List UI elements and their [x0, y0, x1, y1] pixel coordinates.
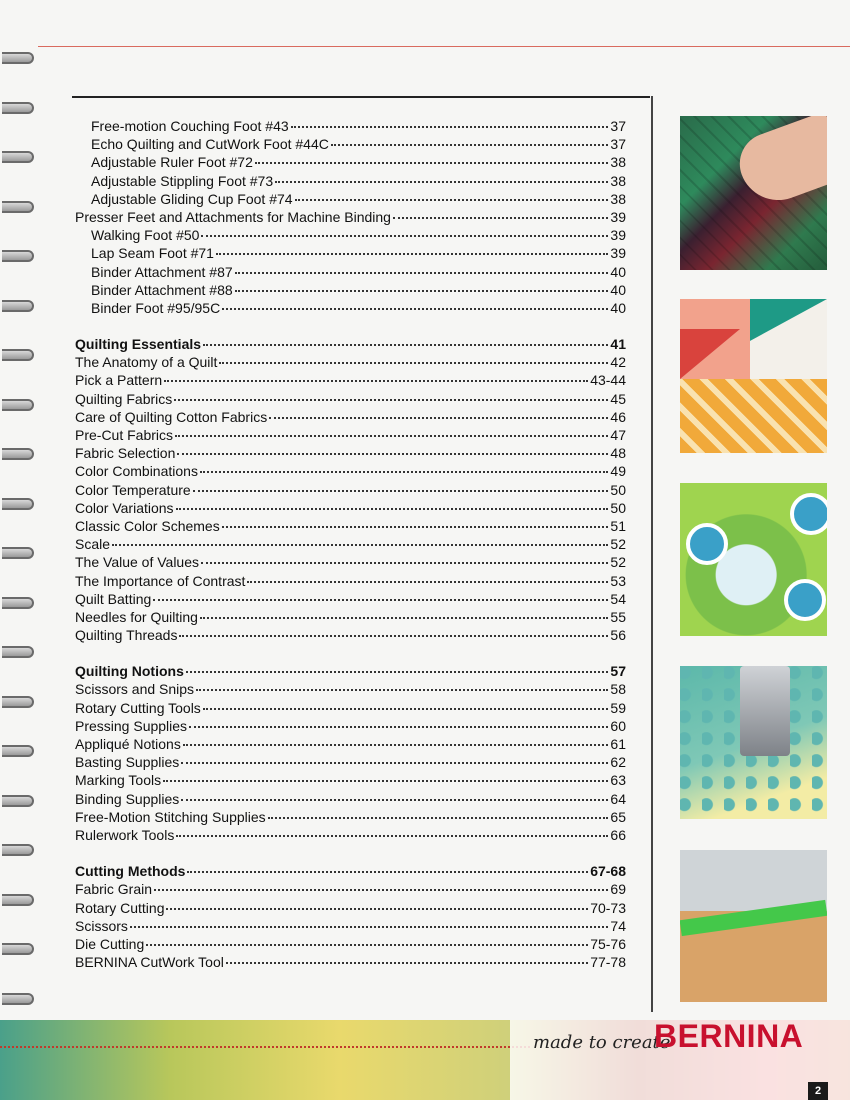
toc-entry[interactable]	[75, 735, 626, 753]
toc-page-number: 65	[610, 808, 626, 825]
toc-page-number: 58	[610, 681, 626, 698]
toc-entry[interactable]	[75, 462, 626, 480]
toc-page-number: 66	[610, 826, 626, 843]
toc-entry[interactable]	[75, 699, 626, 717]
toc-page-number: 70-73	[590, 899, 626, 916]
dot-leader	[175, 434, 608, 437]
toc-entry[interactable]	[75, 608, 626, 626]
toc-entry-label: Marking Tools	[75, 772, 162, 789]
toc-page-number: 52	[610, 554, 626, 571]
dot-leader	[154, 888, 608, 891]
dot-leader	[164, 379, 588, 382]
toc-top-rule	[72, 96, 650, 98]
toc-entry-label: Care of Quilting Cotton Fabrics	[75, 408, 268, 425]
dot-leader	[153, 598, 608, 601]
dot-leader	[196, 688, 608, 691]
footer-stitch-line	[0, 1046, 530, 1048]
toc-entry-label: Color Temperature	[75, 481, 191, 498]
toc-entry-label: Binder Attachment #88	[91, 281, 233, 298]
toc-section-heading[interactable]	[75, 662, 626, 680]
toc-page-number: 46	[610, 408, 626, 425]
dot-leader	[179, 634, 608, 637]
toc-entry-label: Quilting Essentials	[75, 336, 202, 353]
dot-leader	[176, 834, 608, 837]
toc-entry[interactable]	[75, 553, 626, 571]
dot-leader	[176, 507, 609, 510]
dot-leader	[291, 125, 609, 128]
spiral-coil	[2, 943, 34, 955]
dot-leader	[219, 361, 608, 364]
dot-leader	[295, 198, 609, 201]
toc-entry-label: Free-motion Couching Foot #43	[91, 118, 289, 134]
toc-entry-label: Binding Supplies	[75, 790, 180, 807]
dot-leader	[216, 252, 608, 255]
toc-entry[interactable]	[75, 244, 626, 262]
toc-page-number: 67-68	[590, 863, 626, 880]
spiral-coil	[2, 646, 34, 658]
toc-section-heading[interactable]	[75, 862, 626, 880]
toc-entry-label: Classic Color Schemes	[75, 517, 220, 534]
toc-entry-label: BERNINA CutWork Tool	[75, 954, 224, 971]
toc-entry[interactable]	[75, 680, 626, 698]
toc-entry[interactable]	[75, 953, 626, 971]
toc-entry[interactable]	[75, 353, 626, 371]
dot-leader	[200, 616, 608, 619]
footer-tagline: made to create	[533, 1032, 671, 1053]
spiral-coil	[2, 102, 34, 114]
spiral-coil	[2, 151, 34, 163]
toc-entry[interactable]	[75, 426, 626, 444]
dot-leader	[163, 779, 608, 782]
toc-entry-label: Binder Attachment #87	[91, 263, 233, 280]
fabric-swatches-photo	[680, 299, 827, 453]
toc-entry[interactable]	[75, 790, 626, 808]
toc-entry[interactable]	[75, 590, 626, 608]
spiral-coil	[2, 349, 34, 361]
toc-entry-label: Scissors	[75, 917, 128, 934]
toc-entry-label: Rotary Cutting	[75, 899, 165, 916]
toc-entry[interactable]	[75, 626, 626, 644]
toc-entry-label: The Importance of Contrast	[75, 572, 246, 589]
hand-image	[731, 116, 827, 211]
toc-entry-label: Presser Feet and Attachments for Machine Binding	[75, 208, 391, 225]
toc-entry-label: Color Variations	[75, 499, 174, 516]
dot-leader	[193, 489, 609, 492]
toc-entry[interactable]	[75, 481, 626, 499]
spiral-coil	[2, 448, 34, 460]
toc-entry-label: Die Cutting	[75, 935, 145, 952]
dot-leader	[187, 870, 588, 873]
spiral-coil	[2, 993, 34, 1005]
toc-entry-label: Color Combinations	[75, 463, 198, 480]
page-number: 2	[808, 1082, 828, 1100]
toc-entry[interactable]	[75, 717, 626, 735]
toc-entry-label: Fabric Grain	[75, 881, 153, 898]
dot-leader	[181, 798, 608, 801]
toc-page-number: 69	[610, 881, 626, 898]
dot-leader	[177, 452, 608, 455]
toc-page-number: 61	[610, 736, 626, 752]
dot-leader	[183, 743, 609, 746]
dot-leader	[189, 725, 608, 728]
toc-entry[interactable]	[75, 572, 626, 590]
toc-entry[interactable]	[75, 263, 626, 281]
dot-leader	[130, 925, 609, 928]
toc-entry[interactable]	[75, 826, 626, 844]
dot-leader	[174, 398, 608, 401]
table-of-contents	[75, 117, 626, 971]
dot-leader	[255, 161, 609, 164]
toc-entry[interactable]	[75, 172, 626, 190]
spiral-coil	[2, 844, 34, 856]
toc-entry[interactable]	[75, 208, 626, 226]
toc-page-number: 38	[610, 190, 626, 207]
toc-entry-label: The Value of Values	[75, 554, 200, 571]
toc-entry[interactable]	[75, 299, 626, 317]
circle-ruler-photo	[680, 483, 827, 636]
toc-entry[interactable]	[75, 226, 626, 244]
toc-page-number: 41	[610, 336, 626, 353]
binding-photo	[680, 850, 827, 1002]
dot-leader	[222, 525, 609, 528]
dot-leader	[331, 143, 609, 146]
spiral-coil	[2, 52, 34, 64]
toc-page-number: 75-76	[590, 935, 626, 952]
dot-leader	[247, 580, 608, 583]
toc-entry-label: Adjustable Stippling Foot #73	[91, 172, 274, 189]
spiral-coil	[2, 795, 34, 807]
toc-page-number: 50	[610, 481, 626, 498]
dot-leader	[275, 180, 608, 183]
toc-entry-label: Binder Foot #95/95C	[91, 299, 221, 316]
toc-entry-label: Pressing Supplies	[75, 717, 188, 734]
toc-page-number: 48	[610, 445, 626, 462]
toc-entry-label: Rotary Cutting Tools	[75, 699, 201, 716]
toc-entry-label: Lap Seam Foot #71	[91, 245, 214, 262]
walking-foot-photo	[680, 666, 827, 819]
spiral-coil	[2, 399, 34, 411]
toc-page-number: 42	[610, 354, 626, 371]
toc-page-number: 39	[610, 208, 626, 225]
toc-entry-label: Pre-Cut Fabrics	[75, 427, 174, 443]
toc-entry[interactable]	[75, 808, 626, 826]
spiral-coil	[2, 745, 34, 757]
dot-leader	[393, 216, 608, 219]
toc-entry[interactable]	[75, 917, 626, 935]
toc-entry-label: Needles for Quilting	[75, 608, 198, 625]
bernina-logo: BERNINA	[654, 1018, 804, 1054]
toc-entry[interactable]	[75, 880, 626, 898]
toc-entry-label: Adjustable Gliding Cup Foot #74	[91, 190, 293, 207]
toc-entry-label: Quilting Threads	[75, 627, 178, 644]
spiral-binding	[0, 40, 40, 1040]
toc-entry[interactable]	[75, 135, 626, 153]
header-red-line	[38, 46, 850, 47]
toc-page-number: 37	[610, 118, 626, 134]
toc-section-heading[interactable]	[75, 335, 626, 353]
dot-leader	[146, 943, 588, 946]
toc-page-number: 45	[610, 390, 626, 407]
spiral-coil	[2, 696, 34, 708]
dot-leader	[203, 343, 608, 346]
dot-leader	[181, 761, 608, 764]
dot-leader	[201, 561, 608, 564]
toc-page-number: 63	[610, 772, 626, 789]
dot-leader	[200, 470, 608, 473]
toc-page-number: 47	[610, 427, 626, 443]
toc-page-number: 39	[610, 245, 626, 262]
column-divider	[651, 96, 653, 1012]
toc-page-number: 38	[610, 172, 626, 189]
toc-page-number: 60	[610, 717, 626, 734]
spiral-coil	[2, 498, 34, 510]
dot-leader	[166, 907, 588, 910]
toc-page-number: 40	[610, 299, 626, 316]
toc-entry[interactable]	[75, 281, 626, 299]
dot-leader	[112, 543, 608, 546]
toc-entry-label: Scale	[75, 536, 111, 553]
dot-leader	[235, 289, 609, 292]
toc-entry-label: Walking Foot #50	[91, 227, 200, 244]
toc-page-number: 62	[610, 754, 626, 771]
quilting-ruler-photo	[680, 116, 827, 270]
toc-page-number: 37	[610, 136, 626, 153]
toc-entry[interactable]	[75, 408, 626, 426]
toc-entry[interactable]	[75, 935, 626, 953]
toc-entry-label: Rulerwork Tools	[75, 826, 175, 843]
toc-entry-label: Fabric Selection	[75, 445, 176, 462]
toc-entry[interactable]	[75, 771, 626, 789]
toc-page-number: 54	[610, 590, 626, 607]
spiral-coil	[2, 894, 34, 906]
toc-entry-label: Echo Quilting and CutWork Foot #44C	[91, 136, 329, 153]
toc-page-number: 50	[610, 499, 626, 516]
toc-page-number: 43-44	[590, 372, 626, 389]
toc-page-number: 59	[610, 699, 626, 716]
dot-leader	[235, 271, 609, 274]
dot-leader	[226, 961, 588, 964]
toc-entry[interactable]	[75, 371, 626, 389]
toc-page-number: 40	[610, 281, 626, 298]
toc-entry[interactable]	[75, 153, 626, 171]
dot-leader	[222, 307, 608, 310]
spiral-coil	[2, 547, 34, 559]
toc-page-number: 74	[610, 917, 626, 934]
toc-entry-label: The Anatomy of a Quilt	[75, 354, 218, 371]
toc-page-number: 77-78	[590, 954, 626, 971]
toc-page-number: 52	[610, 536, 626, 553]
toc-page-number: 39	[610, 227, 626, 244]
toc-page-number: 40	[610, 263, 626, 280]
toc-entry[interactable]	[75, 535, 626, 553]
toc-page-number: 53	[610, 572, 626, 589]
dot-leader	[186, 670, 609, 673]
spiral-coil	[2, 597, 34, 609]
spiral-coil	[2, 300, 34, 312]
spiral-coil	[2, 250, 34, 262]
toc-entry-label: Quilting Fabrics	[75, 390, 173, 407]
toc-entry[interactable]	[75, 444, 626, 462]
dot-leader	[269, 416, 608, 419]
toc-entry[interactable]	[75, 390, 626, 408]
toc-entry-label: Scissors and Snips	[75, 681, 195, 698]
toc-page-number: 56	[610, 627, 626, 644]
toc-entry[interactable]	[75, 499, 626, 517]
toc-page-number: 64	[610, 790, 626, 807]
toc-entry[interactable]	[75, 899, 626, 917]
toc-page-number: 38	[610, 154, 626, 171]
toc-entry-label: Appliqué Notions	[75, 736, 181, 752]
toc-entry-label: Basting Supplies	[75, 754, 180, 771]
toc-entry[interactable]	[75, 517, 626, 535]
toc-entry-label: Quilt Batting	[75, 590, 152, 607]
toc-entry-label: Quilting Notions	[75, 663, 184, 680]
toc-page-number: 51	[610, 517, 626, 534]
toc-page-number: 57	[610, 663, 626, 680]
toc-entry[interactable]	[75, 117, 626, 135]
dot-leader	[268, 816, 609, 819]
spiral-coil	[2, 201, 34, 213]
toc-page-number: 55	[610, 608, 626, 625]
toc-entry[interactable]	[75, 190, 626, 208]
toc-entry-label: Pick a Pattern	[75, 372, 163, 389]
toc-entry[interactable]	[75, 753, 626, 771]
toc-entry-label: Cutting Methods	[75, 863, 186, 880]
toc-entry-label: Adjustable Ruler Foot #72	[91, 154, 253, 171]
toc-page-number: 49	[610, 463, 626, 480]
toc-entry-label: Free-Motion Stitching Supplies	[75, 808, 266, 825]
dot-leader	[203, 707, 609, 710]
dot-leader	[201, 234, 608, 237]
